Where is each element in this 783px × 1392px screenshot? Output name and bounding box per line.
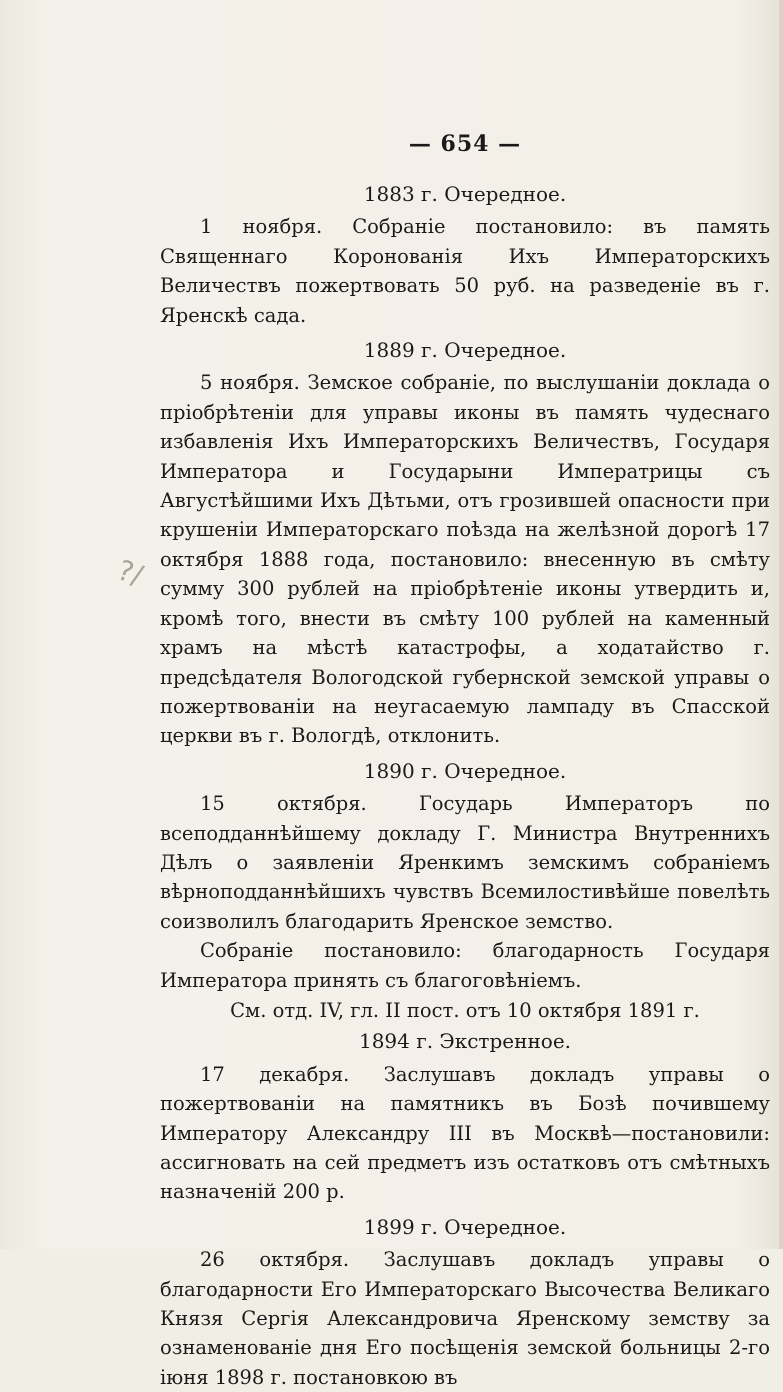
margin-pencil-mark: ?/ — [113, 553, 147, 593]
section-paragraph: 17 декабря. Заслушавъ докладъ управы о пожертвованіи на памятникъ въ Бозѣ почившему Императору Александру III въ Москвѣ—постановили: ассигновать на сей предметъ изъ остатковъ отъ смѣтныхъ назначеній 200 р. — [160, 1062, 770, 1204]
section-header: 1894 г. Экстренное. — [358, 1029, 572, 1054]
section-header: 1890 г. Очередное. — [363, 758, 567, 783]
section-header: 1883 г. Очередное. — [363, 182, 567, 206]
section-paragraph: 26 октября. Заслушавъ докладъ управы о благодарности Его Императорскаго Высочества Великаго Князя Сергія Александровича Яренскому земству за ознаменованіе дня Его посѣщенія земской больницы 2-го іюня 1898 г. постановкою въ — [160, 1248, 770, 1389]
section-1883 — [160, 180, 770, 330]
section-paragraph: 5 ноября. Земское собраніе, по выслушаніи доклада о пріобрѣтеніи для управы иконы въ память чудеснаго избавленія Ихъ Императорскихъ Величествъ, Государя Императора и Государыни Императрицы съ Августѣйшими Ихъ Дѣтьми, отъ грозившей опасности при крушеніи Императорскаго поѣзда на желѣзной дорогѣ 17 октября 1888 года, постановило: внесенную въ смѣту сумму 300 рублей на пріобрѣтеніе иконы утвердить и, кромѣ того, внести въ смѣту 100 рублей на каменный храмъ на мѣстѣ катастрофы, а ходатайство г. предсѣдателя Вологодской губернской земской управы о пожертвованіи на неугасаемую лампаду въ Спасской церкви въ г. Вологдѣ, отклонить. — [160, 371, 770, 748]
section-header: 1899 г. Очередное. — [363, 1214, 567, 1239]
section-paragraph: Собраніе постановило: благодарность Государя Императора принять съ благоговѣніемъ. — [160, 939, 770, 992]
page-edge — [779, 0, 783, 1249]
section-1899 — [160, 1213, 770, 1392]
section-header: 1889 г. Очередное. — [363, 338, 567, 363]
section-1889 — [160, 336, 770, 751]
section-1890 — [160, 757, 770, 1026]
cross-reference: См. отд. IV, гл. II пост. отъ 10 октября 1891 г. — [230, 998, 700, 1022]
section-paragraph: 1 ноября. Собраніе постановило: въ память Священнаго Коронованія Ихъ Императорскихъ Величествъ пожертвовать 50 руб. на разведеніе въ г. Яренскѣ сада. — [160, 215, 770, 327]
page-text — [160, 128, 770, 1392]
section-paragraph: 15 октября. Государь Императоръ по всеподданнѣйшему докладу Г. Министра Внутреннихъ Дѣлъ о заявленіи Яренкимъ земскимъ собраніемъ вѣрноподданнѣйшихъ чувствъ Всемилостивѣйше повелѣть соизволилъ благодарить Яренское земство. — [160, 792, 770, 933]
section-1894 — [160, 1027, 770, 1206]
page-number: — 654 — — [408, 131, 522, 157]
